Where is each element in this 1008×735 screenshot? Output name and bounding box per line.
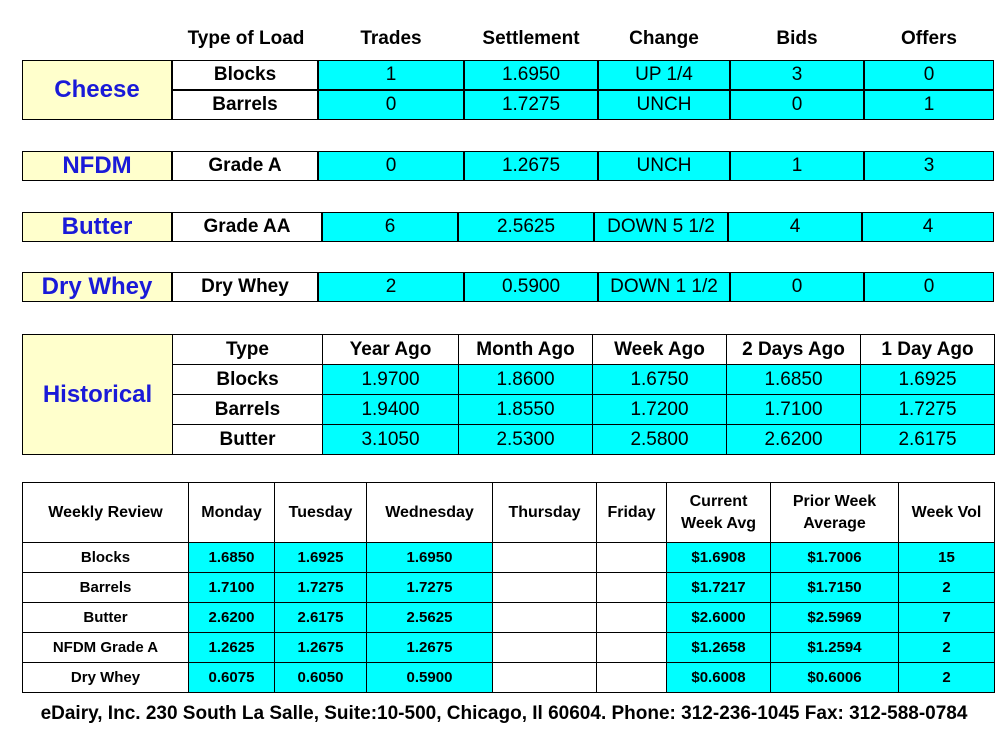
drywhey-trades: 2 bbox=[318, 272, 464, 302]
weekly-cell bbox=[493, 663, 597, 693]
historical-header: 1 Day Ago bbox=[861, 335, 995, 365]
historical-header-row bbox=[23, 335, 995, 365]
historical-label: Historical bbox=[23, 335, 173, 455]
historical-cell: 1.6925 bbox=[861, 365, 995, 395]
table-row bbox=[23, 543, 995, 573]
cheese-row-barrels bbox=[172, 90, 994, 120]
weekly-header: Monday bbox=[189, 483, 275, 543]
cheese-barrels-settlement: 1.7275 bbox=[464, 90, 598, 120]
footer-contact: eDairy, Inc. 230 South La Salle, Suite:10-500, Chicago, Il 60604. Phone: 312-236-1045 Fax: 312-588-0784 bbox=[40, 703, 968, 724]
weekly-cell: 15 bbox=[899, 543, 995, 573]
butter-change: DOWN 5 1/2 bbox=[594, 212, 728, 242]
weekly-row-label: Barrels bbox=[23, 573, 189, 603]
historical-cell: 1.8550 bbox=[459, 395, 593, 425]
historical-cell: 1.6750 bbox=[593, 365, 727, 395]
nfdm-settlement: 1.2675 bbox=[464, 151, 598, 181]
drywhey-bids: 0 bbox=[730, 272, 864, 302]
weekly-header: Thursday bbox=[493, 483, 597, 543]
table-row bbox=[23, 663, 995, 693]
weekly-cell: 0.6075 bbox=[189, 663, 275, 693]
drywhey-change: DOWN 1 1/2 bbox=[598, 272, 730, 302]
weekly-header: Current Week Avg bbox=[667, 483, 771, 543]
weekly-cell: 0.5900 bbox=[367, 663, 493, 693]
nfdm-label: NFDM bbox=[22, 151, 172, 181]
weekly-cell: $1.2658 bbox=[667, 633, 771, 663]
weekly-header: Wednesday bbox=[367, 483, 493, 543]
weekly-row-label: Blocks bbox=[23, 543, 189, 573]
historical-header: Week Ago bbox=[593, 335, 727, 365]
historical-type: Butter bbox=[173, 425, 323, 455]
cheese-blocks-bids: 3 bbox=[730, 60, 864, 90]
cheese-blocks-offers: 0 bbox=[864, 60, 994, 90]
weekly-cell: 2.6200 bbox=[189, 603, 275, 633]
weekly-cell: $0.6008 bbox=[667, 663, 771, 693]
weekly-cell: 1.2675 bbox=[275, 633, 367, 663]
nfdm-trades: 0 bbox=[318, 151, 464, 181]
weekly-cell: $1.7217 bbox=[667, 573, 771, 603]
weekly-cell: 2 bbox=[899, 633, 995, 663]
historical-cell: 2.5300 bbox=[459, 425, 593, 455]
weekly-cell bbox=[597, 603, 667, 633]
historical-cell: 1.7100 bbox=[727, 395, 861, 425]
weekly-row-label: Butter bbox=[23, 603, 189, 633]
table-row bbox=[23, 603, 995, 633]
cheese-blocks-trades: 1 bbox=[318, 60, 464, 90]
drywhey-settlement: 0.5900 bbox=[464, 272, 598, 302]
nfdm-type: Grade A bbox=[172, 151, 318, 181]
weekly-cell bbox=[597, 633, 667, 663]
header-change: Change bbox=[629, 28, 699, 49]
weekly-cell: $1.7006 bbox=[771, 543, 899, 573]
table-row bbox=[23, 633, 995, 663]
nfdm-row bbox=[22, 151, 994, 181]
cheese-barrels-type: Barrels bbox=[172, 90, 318, 120]
historical-cell: 2.6175 bbox=[861, 425, 995, 455]
weekly-cell: $0.6006 bbox=[771, 663, 899, 693]
weekly-cell: 0.6050 bbox=[275, 663, 367, 693]
weekly-cell: $1.2594 bbox=[771, 633, 899, 663]
weekly-cell: 1.7275 bbox=[367, 573, 493, 603]
nfdm-change: UNCH bbox=[598, 151, 730, 181]
weekly-cell: 7 bbox=[899, 603, 995, 633]
weekly-header: Week Vol bbox=[899, 483, 995, 543]
weekly-cell: 1.7275 bbox=[275, 573, 367, 603]
weekly-row-label: Dry Whey bbox=[23, 663, 189, 693]
weekly-cell: 2.6175 bbox=[275, 603, 367, 633]
weekly-cell: 1.2675 bbox=[367, 633, 493, 663]
cheese-blocks-type: Blocks bbox=[172, 60, 318, 90]
butter-settlement: 2.5625 bbox=[458, 212, 594, 242]
weekly-row-label: NFDM Grade A bbox=[23, 633, 189, 663]
historical-type: Blocks bbox=[173, 365, 323, 395]
historical-header: 2 Days Ago bbox=[727, 335, 861, 365]
weekly-cell bbox=[597, 543, 667, 573]
drywhey-type: Dry Whey bbox=[172, 272, 318, 302]
butter-offers: 4 bbox=[862, 212, 994, 242]
historical-cell: 3.1050 bbox=[323, 425, 459, 455]
historical-cell: 1.7200 bbox=[593, 395, 727, 425]
cheese-blocks-settlement: 1.6950 bbox=[464, 60, 598, 90]
historical-type: Barrels bbox=[173, 395, 323, 425]
weekly-cell: 1.7100 bbox=[189, 573, 275, 603]
weekly-cell: $1.7150 bbox=[771, 573, 899, 603]
cheese-label: Cheese bbox=[22, 60, 172, 120]
weekly-cell: 1.6950 bbox=[367, 543, 493, 573]
weekly-cell bbox=[493, 603, 597, 633]
historical-cell: 2.5800 bbox=[593, 425, 727, 455]
weekly-cell: $1.6908 bbox=[667, 543, 771, 573]
historical-table bbox=[22, 334, 995, 455]
historical-header: Type bbox=[173, 335, 323, 365]
drywhey-offers: 0 bbox=[864, 272, 994, 302]
weekly-cell: $2.5969 bbox=[771, 603, 899, 633]
historical-cell: 1.9700 bbox=[323, 365, 459, 395]
nfdm-offers: 3 bbox=[864, 151, 994, 181]
weekly-cell bbox=[597, 663, 667, 693]
weekly-cell: 1.6925 bbox=[275, 543, 367, 573]
historical-header: Month Ago bbox=[459, 335, 593, 365]
weekly-cell: $2.6000 bbox=[667, 603, 771, 633]
weekly-cell bbox=[493, 573, 597, 603]
drywhey-label: Dry Whey bbox=[22, 272, 172, 302]
weekly-cell: 2 bbox=[899, 573, 995, 603]
header-trades: Trades bbox=[360, 28, 422, 49]
butter-type: Grade AA bbox=[172, 212, 322, 242]
weekly-header: Tuesday bbox=[275, 483, 367, 543]
cheese-blocks-change: UP 1/4 bbox=[598, 60, 730, 90]
butter-label: Butter bbox=[22, 212, 172, 242]
header-type-of-load: Type of Load bbox=[187, 28, 305, 49]
table-row bbox=[23, 573, 995, 603]
header-offers: Offers bbox=[901, 28, 957, 49]
historical-header: Year Ago bbox=[323, 335, 459, 365]
cheese-barrels-bids: 0 bbox=[730, 90, 864, 120]
cheese-row-blocks bbox=[172, 60, 994, 90]
cheese-section bbox=[22, 60, 994, 120]
butter-row bbox=[22, 212, 994, 242]
weekly-cell: 2.5625 bbox=[367, 603, 493, 633]
weekly-cell bbox=[493, 543, 597, 573]
historical-cell: 1.9400 bbox=[323, 395, 459, 425]
cheese-barrels-offers: 1 bbox=[864, 90, 994, 120]
weekly-header: Friday bbox=[597, 483, 667, 543]
header-settlement: Settlement bbox=[482, 28, 580, 49]
weekly-cell: 1.2625 bbox=[189, 633, 275, 663]
historical-cell: 1.6850 bbox=[727, 365, 861, 395]
cheese-barrels-change: UNCH bbox=[598, 90, 730, 120]
weekly-header-row bbox=[23, 483, 995, 543]
historical-cell: 1.7275 bbox=[861, 395, 995, 425]
drywhey-row bbox=[22, 272, 994, 302]
weekly-header: Weekly Review bbox=[23, 483, 189, 543]
weekly-cell bbox=[493, 633, 597, 663]
historical-cell: 1.8600 bbox=[459, 365, 593, 395]
header-bids: Bids bbox=[776, 28, 818, 49]
weekly-header: Prior Week Average bbox=[771, 483, 899, 543]
cheese-barrels-trades: 0 bbox=[318, 90, 464, 120]
weekly-cell: 1.6850 bbox=[189, 543, 275, 573]
weekly-review-table bbox=[22, 482, 995, 693]
butter-bids: 4 bbox=[728, 212, 862, 242]
butter-trades: 6 bbox=[322, 212, 458, 242]
weekly-cell: 2 bbox=[899, 663, 995, 693]
weekly-cell bbox=[597, 573, 667, 603]
nfdm-bids: 1 bbox=[730, 151, 864, 181]
historical-cell: 2.6200 bbox=[727, 425, 861, 455]
